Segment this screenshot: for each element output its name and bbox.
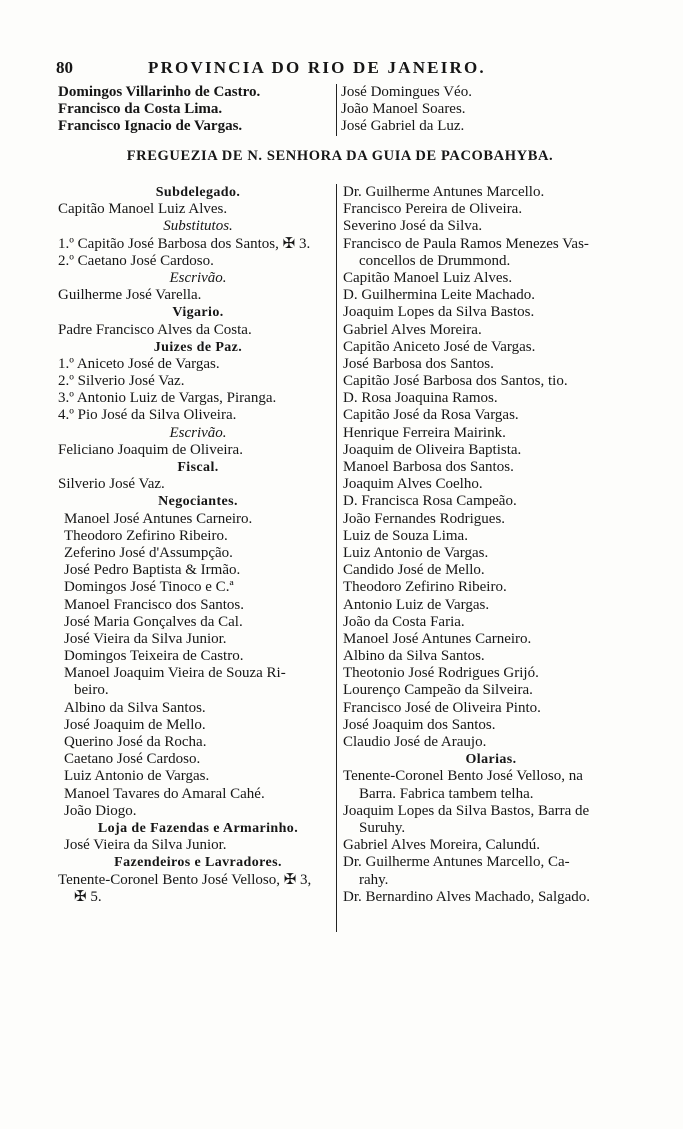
section-subheading: Fazendeiros e Lavradores.: [114, 855, 282, 871]
list-item: Lourenço Campeão da Silveira.: [343, 682, 533, 699]
list-item: Domingos Villarinho de Castro.: [58, 84, 261, 100]
list-item: 1.º Capitão José Barbosa dos Santos, ✠ 3.: [58, 235, 311, 252]
list-item: Severino José da Silva.: [343, 218, 483, 235]
list-item: Francisco da Costa Lima.: [58, 101, 223, 118]
list-item: Manoel José Antunes Carneiro.: [343, 630, 532, 647]
list-item: Caetano José Cardoso.: [64, 751, 201, 768]
list-item: Joaquim Lopes da Silva Bastos.: [343, 304, 535, 321]
list-item: José Vieira da Silva Junior.: [64, 837, 227, 854]
role-label: Substitutos.: [163, 218, 233, 235]
section-heading: FREGUEZIA DE N. SENHORA DA GUIA DE PACOBAHYBA.: [126, 148, 554, 164]
section-subheading: Olarias.: [465, 752, 517, 768]
section-subheading: Fiscal.: [177, 460, 219, 475]
list-item: Joaquim de Oliveira Baptista.: [343, 441, 522, 458]
section-subheading: Subdelegado.: [155, 185, 241, 200]
list-item: Luiz de Souza Lima.: [343, 527, 468, 544]
section-subheading: Negociantes.: [158, 494, 238, 510]
list-item: José Pedro Baptista & Irmão.: [64, 562, 241, 579]
list-item: Albino da Silva Santos.: [64, 699, 206, 716]
list-item: Francisco Pereira de Oliveira.: [343, 201, 523, 218]
continued-list-left: [58, 84, 334, 136]
left-column: [58, 184, 338, 906]
list-item: João Fernandes Rodrigues.: [343, 510, 506, 527]
list-item: Joaquim Lopes da Silva Bastos, Barra de: [343, 802, 590, 819]
list-item: Capitão Manoel Luiz Alves.: [343, 269, 513, 286]
page-header: [56, 58, 616, 82]
list-item: Guilherme José Varella.: [58, 287, 202, 304]
list-item: D. Guilhermina Leite Machado.: [343, 287, 536, 304]
list-item: D. Francisca Rosa Campeão.: [343, 493, 517, 510]
list-item: 2.º Silverio José Vaz.: [58, 373, 185, 390]
list-item: Manoel Francisco dos Santos.: [64, 596, 244, 613]
list-item: Capitão José da Rosa Vargas.: [343, 407, 519, 424]
list-item: 2.º Caetano José Cardoso.: [58, 252, 214, 269]
list-item: Antonio Luiz de Vargas.: [343, 596, 490, 613]
list-item: João Diogo.: [64, 802, 137, 819]
section-subheading: Juizes de Paz.: [153, 339, 243, 355]
list-item: Silverio José Vaz.: [58, 476, 165, 493]
list-item: José Maria Gonçalves da Cal.: [64, 613, 243, 630]
list-item-continuation: ✠ 5.: [74, 888, 102, 905]
list-item: Theodoro Zefirino Ribeiro.: [343, 579, 507, 596]
list-item: José Gabriel da Luz.: [341, 118, 465, 135]
list-item: Zeferino José d'Assumpção.: [64, 544, 233, 561]
list-item: Tenente-Coronel Bento José Velloso, na: [343, 768, 583, 785]
list-item: Feliciano Joaquim de Oliveira.: [58, 441, 243, 458]
list-item: Theotonio José Rodrigues Grijó.: [343, 665, 539, 682]
continued-list-right: [336, 84, 631, 136]
right-column: [336, 184, 639, 932]
list-item: D. Rosa Joaquina Ramos.: [343, 390, 498, 407]
list-item-continuation: beiro.: [74, 682, 109, 699]
section-subheading: Loja de Fazendas e Armarinho.: [97, 820, 299, 836]
list-item: José Joaquim de Mello.: [64, 716, 206, 733]
page-number: 80: [56, 58, 73, 77]
list-item: Padre Francisco Alves da Costa.: [58, 321, 252, 338]
list-item: Joaquim Alves Coelho.: [343, 476, 483, 493]
role-label: Escrivão.: [169, 424, 227, 441]
list-item: Henrique Ferreira Mairink.: [343, 424, 506, 441]
list-item-continuation: concellos de Drummond.: [359, 252, 511, 269]
list-item: 3.º Antonio Luiz de Vargas, Piranga.: [58, 390, 277, 407]
role-label: Escrivão.: [169, 269, 227, 286]
list-item: Gabriel Alves Moreira, Calundú.: [343, 837, 541, 854]
list-item: Querino José da Rocha.: [64, 734, 207, 750]
list-item: Albino da Silva Santos.: [343, 648, 485, 665]
list-item: Manoel Joaquim Vieira de Souza Ri-: [64, 665, 286, 682]
list-item: Francisco de Paula Ramos Menezes Vas-: [343, 235, 589, 252]
list-item: Tenente-Coronel Bento José Velloso, ✠ 3,: [58, 871, 312, 888]
list-item: Capitão José Barbosa dos Santos, tio.: [343, 373, 568, 390]
list-item: Claudio José de Araujo.: [343, 734, 487, 750]
list-item: 1.º Aniceto José de Vargas.: [58, 355, 220, 372]
section-subheading: Vigario.: [172, 305, 224, 321]
list-item: Manoel José Antunes Carneiro.: [64, 510, 253, 527]
list-item: José Barbosa dos Santos.: [343, 355, 494, 372]
list-item: Manoel Barbosa dos Santos.: [343, 459, 514, 475]
running-title: PROVINCIA DO RIO DE JANEIRO.: [148, 58, 486, 77]
list-item: João da Costa Faria.: [343, 613, 465, 630]
list-item-continuation: rahy.: [359, 871, 389, 888]
list-item: Capitão Manoel Luiz Alves.: [58, 201, 228, 218]
list-item: 4.º Pio José da Silva Oliveira.: [58, 407, 237, 424]
list-item-continuation: Barra. Fabrica tambem telha.: [359, 785, 534, 802]
list-item: Dr. Guilherme Antunes Marcello, Ca-: [343, 854, 570, 871]
list-item: Manoel Tavares do Amaral Cahé.: [64, 785, 265, 802]
list-item: João Manoel Soares.: [341, 101, 466, 118]
list-item: Theodoro Zefirino Ribeiro.: [64, 527, 228, 544]
list-item: Dr. Bernardino Alves Machado, Salgado.: [343, 888, 591, 905]
list-item: Capitão Aniceto José de Vargas.: [343, 338, 536, 355]
list-item: José Joaquim dos Santos.: [343, 716, 496, 733]
list-item: Francisco Ignacio de Vargas.: [58, 118, 243, 135]
list-item: José Domingues Véo.: [341, 84, 472, 100]
list-item: Luiz Antonio de Vargas.: [64, 768, 210, 785]
list-item: Domingos José Tinoco e C.ª: [64, 579, 234, 596]
list-item: José Vieira da Silva Junior.: [64, 630, 227, 647]
list-item: Gabriel Alves Moreira.: [343, 321, 482, 338]
list-item: Francisco José de Oliveira Pinto.: [343, 699, 541, 716]
list-item: Luiz Antonio de Vargas.: [343, 544, 489, 561]
list-item-continuation: Suruhy.: [359, 819, 406, 836]
list-item: Dr. Guilherme Antunes Marcello.: [343, 184, 545, 200]
list-item: Domingos Teixeira de Castro.: [64, 648, 244, 665]
list-item: Candido José de Mello.: [343, 562, 485, 579]
